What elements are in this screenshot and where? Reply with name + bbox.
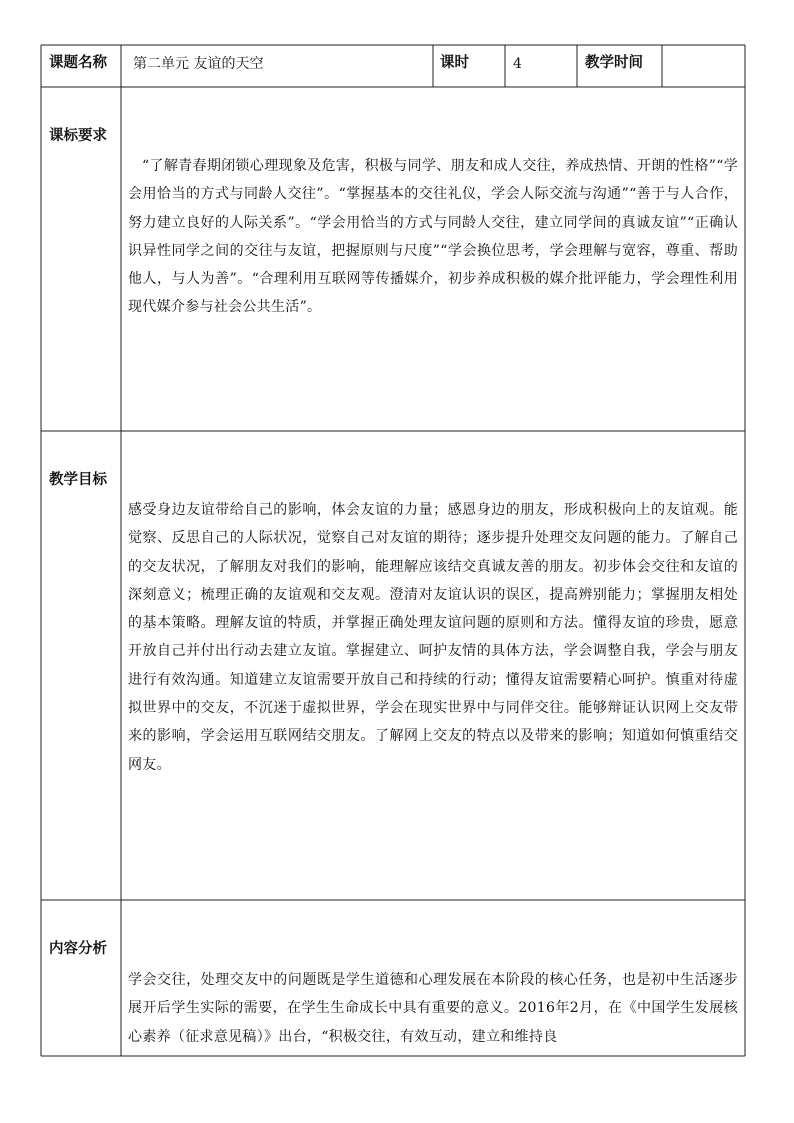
section-label-objectives: 教学目标 (49, 472, 107, 488)
topic-label: 课题名称 (49, 55, 107, 71)
section-label-standards: 课标要求 (49, 128, 107, 144)
topic-value: 第二单元 友谊的天空 (133, 56, 264, 72)
hours-label: 课时 (440, 55, 469, 71)
time-label: 教学时间 (585, 55, 643, 71)
hours-value: 4 (513, 56, 522, 72)
section-text-content-analysis: 学会交往，处理交友中的问题既是学生道德和心理发展在本阶段的核心任务，也是初中生活逐步展开后学生实际的需要，在学生生命成长中具有重要的意义。2016年2月，在《中国学生发展核心素养（征求意见稿）》出台，“积极交往，有效互动，建立和维持良 (128, 972, 738, 1045)
section-label-content-analysis: 内容分析 (49, 941, 107, 957)
section-text-objectives: 感受身边友谊带给自己的影响，体会友谊的力量；感恩身边的朋友，形成积极向上的友谊观。能觉察、反思自己的人际状况，觉察自己对友谊的期待；逐步提升处理交友问题的能力。了解自己的交友状况，了解朋友对我们的影响，能理解应该结交真诚友善的朋友。初步体会交往和友谊的深刻意义；梳理正确的友谊观和交友观。澄清对友谊认识的误区，提高辨别能力；掌握朋友相处的基本策略。理解友谊的特质，并掌握正确处理友谊问题的原则和方法。懂得友谊的珍贵，愿意开放自己并付出行动去建立友谊。掌握建立、呵护友情的具体方法，学会调整自我，学会与朋友进行有效沟通。知道建立友谊需要开放自己和持续的行动；懂得友谊需要精心呵护。慎重对待虚拟世界中的交友，不沉迷于虚拟世界，学会在现实世界中与同伴交往。能够辩证认识网上交友带来的影响，学会运用互联网结交朋友。了解网上交友的特点以及带来的影响；知道如何慎重结交网友。 (128, 502, 738, 773)
section-text-standards: “了解青春期闭锁心理现象及危害，积极与同学、朋友和成人交往，养成热情、开朗的性格”“学会用恰当的方式与同龄人交往”。“掌握基本的交往礼仪，学会人际交流与沟通”“善于与人合作，努力建立良好的人际关系”。“学会用恰当的方式与同龄人交往，建立同学间的真诚友谊”“正确认识异性同学之间的交往与友谊，把握原则与尺度”“学会换位思考，学会理解与宽容，尊重、帮助他人，与人为善”。“合理利用互联网等传播媒介，初步养成积极的媒介批评能力，学会理性利用现代媒介参与社会公共生活”。 (128, 158, 738, 316)
